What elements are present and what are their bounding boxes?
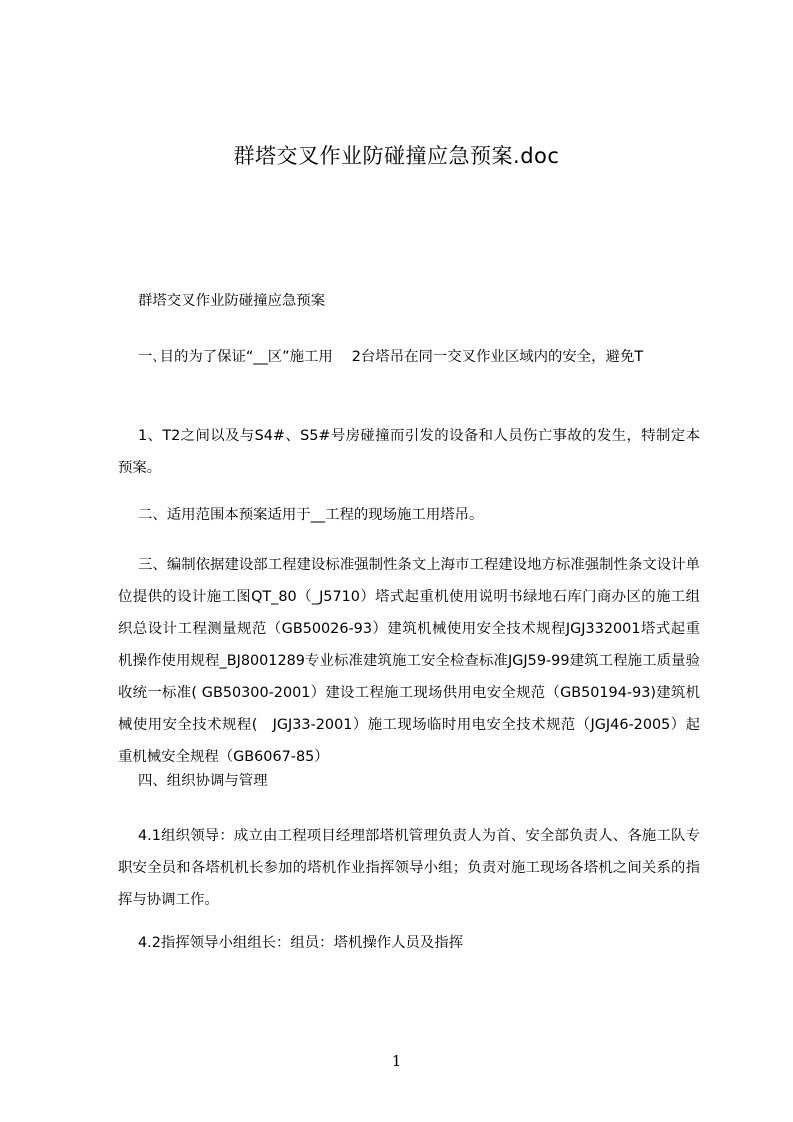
paragraph-organization-leadership: 4.1组织领导：成立由工程项目经理部塔机管理负责人为首、安全部负责人、各施工队专职安全员和各塔机机长参加的塔机作业指挥领导小组；负责对施工现场各塔机之间关系的指挥与协调工作。 <box>118 828 700 908</box>
page-number: 1 <box>391 1052 402 1070</box>
paragraph-purpose: 一､目的为了保证“__区”施工用 2台塔吊在同一交叉作业区域内的安全，避免T <box>138 349 644 365</box>
paragraph-scope: 二、适用范围本预案适用于__工程的现场施工用塔吊。 <box>138 507 484 523</box>
document-title: 群塔交叉作业防碰撞应急预案.doc <box>233 144 560 168</box>
paragraph-basis: 三、编制依据建设部工程建设标准强制性条文上海市工程建设地方标准强制性条文设计单位提供的设计施工图QT_80（_J5710）塔式起重机使用说明书绿地石库门商办区的施工组织总设计工程测量规范（GB50026-93）建筑机械使用安全技术规程JGJ332001塔式起重机操作使用规程_BJ8001289专业标准建筑施工安全检查标准JGJ59-99建筑工程施工质量验收统一标准( GB50300-2001）建设工程施工现场供用电安全规范（GB50194-93)建筑机械使用安全技术规程( JGJ33-2001）施工现场临时用电安全技术规范（JGJ46-2005）起重机械安全规程（GB6067-85） <box>118 557 700 765</box>
section-heading-organization: 四、组织协调与管理 <box>138 773 268 789</box>
paragraph-purpose-continued: 1、T2之间以及与S4#、S5#号房碰撞而引发的设备和人员伤亡事故的发生，特制定本预案。 <box>118 428 700 476</box>
plan-heading: 群塔交叉作业防碰撞应急预案 <box>138 293 326 309</box>
paragraph-command-group: 4.2指挥领导小组组长：组员：塔机操作人员及指挥 <box>138 935 464 951</box>
